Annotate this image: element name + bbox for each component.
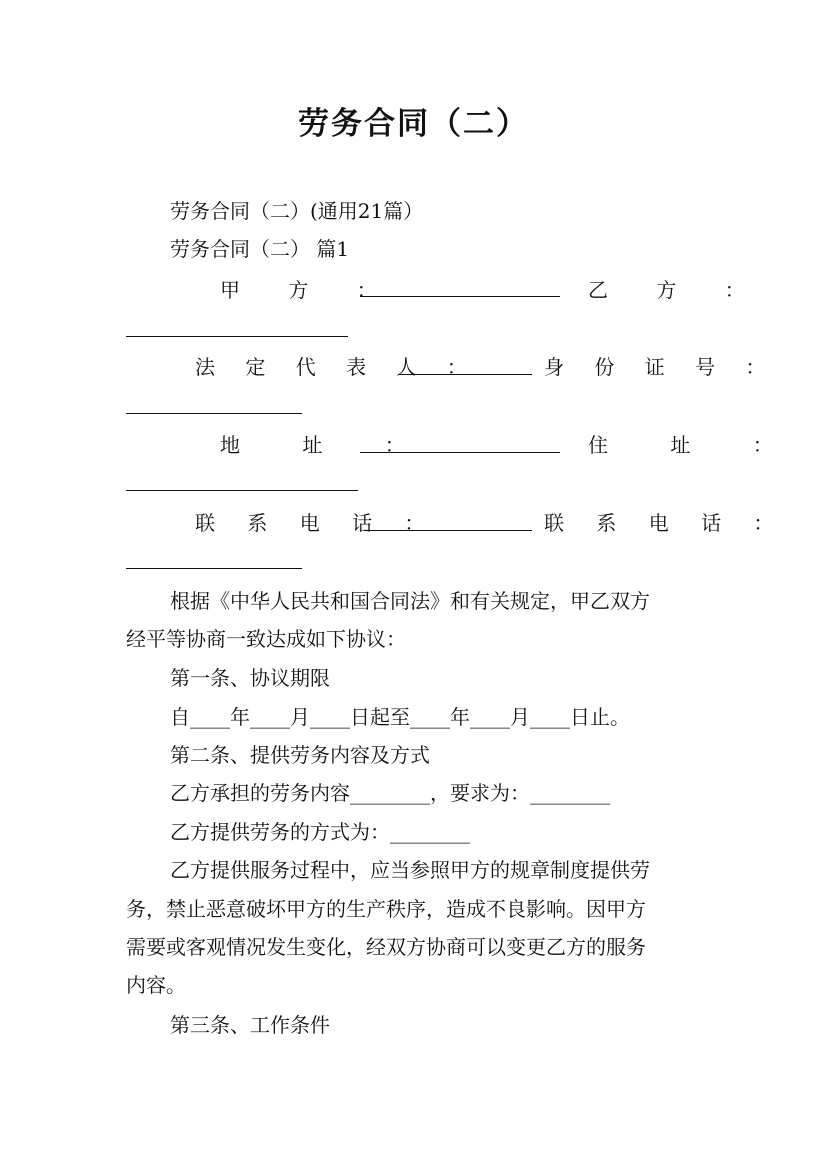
party-b-blank <box>126 336 348 337</box>
paragraph-service-line4: 内容。 <box>126 973 186 997</box>
article-1-text: 自____年____月____日起至____年____月____日止。 <box>170 705 630 729</box>
section-heading: 劳务合同（二） 篇1 <box>170 237 350 261</box>
phone-label-b: 联 系 电 话 ： <box>544 511 787 535</box>
article-2-title: 第二条、提供劳务内容及方式 <box>170 743 430 767</box>
article-1-title: 第一条、协议期限 <box>170 666 330 690</box>
document-title: 劳务合同（二） <box>298 106 529 142</box>
address-blank <box>360 452 560 453</box>
paragraph-basis-line2: 经平等协商一致达成如下协议： <box>126 627 406 651</box>
party-a-label: 甲 方 ： <box>220 278 398 302</box>
document-subtitle: 劳务合同（二）(通用21篇） <box>170 199 424 223</box>
legal-rep-blank <box>398 374 532 375</box>
paragraph-service-line3: 需要或客观情况发生变化，经双方协商可以变更乙方的服务 <box>126 935 646 959</box>
article-2-line2: 乙方提供劳务的方式为：________ <box>170 820 470 844</box>
residence-label: 住 址 ： <box>588 433 801 457</box>
paragraph-service-line2: 务，禁止恶意破坏甲方的生产秩序，造成不良影响。因甲方 <box>126 897 646 921</box>
phone-b-blank <box>126 568 302 569</box>
article-3-title: 第三条、工作条件 <box>170 1013 330 1037</box>
phone-label-a: 联 系 电 话 ： <box>195 511 438 535</box>
paragraph-service-line1: 乙方提供服务过程中，应当参照甲方的规章制度提供劳 <box>170 858 650 882</box>
legal-rep-label: 法 定 代 表 人 ： <box>195 355 479 379</box>
id-no-blank <box>126 413 302 414</box>
id-no-label: 身 份 证 号 ： <box>544 355 778 379</box>
party-b-label: 乙 方 ： <box>588 278 766 302</box>
party-a-blank <box>360 296 560 297</box>
article-2-line1: 乙方承担的劳务内容________，要求为：________ <box>170 781 610 805</box>
phone-a-blank <box>364 530 532 531</box>
address-label: 地 址 ： <box>220 433 433 457</box>
paragraph-basis-line1: 根据《中华人民共和国合同法》和有关规定，甲乙双方 <box>170 589 650 613</box>
residence-blank <box>126 490 358 491</box>
